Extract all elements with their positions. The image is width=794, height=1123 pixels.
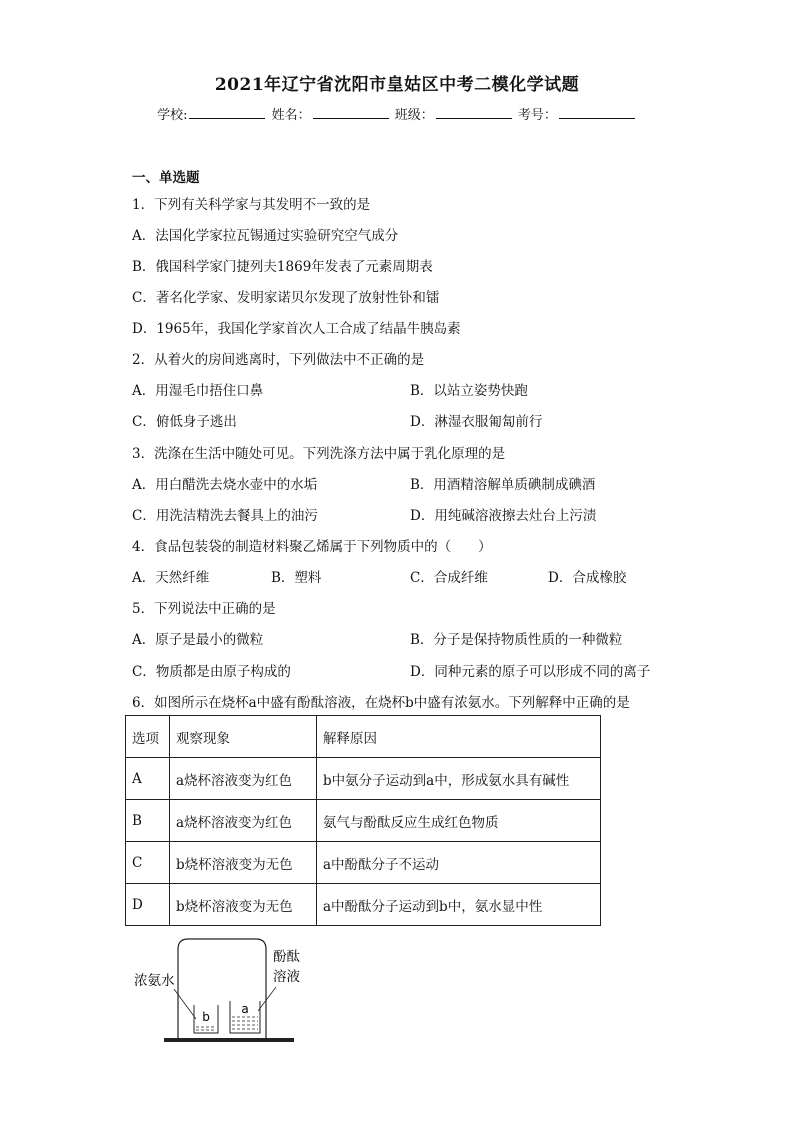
ammonia-label: 浓氨水: [134, 973, 175, 989]
table-cell: 氨气与酚酞反应生成红色物质: [317, 800, 601, 842]
q5-option-b: B．分子是保持物质性质的一种微粒: [410, 632, 623, 648]
school-label: 学校:: [157, 108, 188, 123]
table-row: [126, 884, 601, 926]
table-cell: a烧杯溶液变为红色: [170, 800, 317, 842]
student-info-line: [0, 104, 794, 123]
q4-option-a: A．天然纤维: [132, 570, 210, 586]
q3-option-a: A．用白醋洗去烧水壶中的水垢: [132, 477, 318, 493]
q2-option-c: C．俯低身子逃出: [132, 414, 237, 430]
table-header-cell: 选项: [126, 716, 170, 758]
q6-table: [125, 715, 601, 926]
class-label: 班级：: [394, 108, 434, 123]
table-cell: A: [126, 758, 170, 800]
table-cell: a中酚酞分子运动到b中，氨水显中性: [317, 884, 601, 926]
q1-option-b: B．俄国科学家门捷列夫1869年发表了元素周期表: [132, 259, 433, 275]
beaker-b-label: b: [202, 1010, 210, 1024]
name-blank[interactable]: [313, 106, 389, 119]
bell-jar: [178, 939, 266, 1039]
table-cell: b烧杯溶液变为无色: [170, 884, 317, 926]
q6-stem: 6．如图所示在烧杯a中盛有酚酞溶液，在烧杯b中盛有浓氨水。下列解释中正确的是: [132, 695, 630, 711]
q1-stem: 1．下列有关科学家与其发明不一致的是: [132, 197, 371, 213]
table-header-cell: 观察现象: [170, 716, 317, 758]
q5-option-a: A．原子是最小的微粒: [132, 632, 264, 648]
base-plate: [164, 1038, 294, 1042]
q2-option-b: B．以站立姿势快跑: [410, 383, 528, 399]
q2-option-a: A．用湿毛巾捂住口鼻: [132, 383, 264, 399]
q1-option-d: D．1965年，我国化学家首次人工合成了结晶牛胰岛素: [132, 321, 461, 337]
q3-option-d: D．用纯碱溶液擦去灶台上污渍: [410, 508, 597, 524]
table-cell: b中氨分子运动到a中，形成氨水具有碱性: [317, 758, 601, 800]
q5-stem: 5．下列说法中正确的是: [132, 601, 276, 617]
q2-stem: 2．从着火的房间逃离时，下列做法中不正确的是: [132, 352, 425, 368]
q4-option-b: B．塑料: [271, 570, 322, 586]
q5-option-c: C．物质都是由原子构成的: [132, 664, 291, 680]
phenol-label-1: 酚酞: [273, 949, 300, 965]
school-blank[interactable]: [189, 106, 265, 119]
q3-option-c: C．用洗洁精洗去餐具上的油污: [132, 508, 318, 524]
table-header-cell: 解释原因: [317, 716, 601, 758]
q4-option-c: C．合成纤维: [410, 570, 488, 586]
table-row: [126, 800, 601, 842]
table-cell: D: [126, 884, 170, 926]
section-heading: 一、单选题: [132, 170, 200, 186]
table-cell: C: [126, 842, 170, 884]
exam-no-blank[interactable]: [559, 106, 635, 119]
table-row: [126, 842, 601, 884]
q4-stem: 4．食品包装袋的制造材料聚乙烯属于下列物质中的（ ）: [132, 539, 492, 555]
phenol-leader-line: [258, 987, 276, 1011]
beaker-a-label: a: [241, 1002, 249, 1016]
q1-option-a: A．法国化学家拉瓦锡通过实验研究空气成分: [132, 228, 399, 244]
class-blank[interactable]: [436, 106, 512, 119]
table-row: [126, 758, 601, 800]
q5-option-d: D．同种元素的原子可以形成不同的离子: [410, 664, 651, 680]
table-cell: B: [126, 800, 170, 842]
table-cell: a中酚酞分子不运动: [317, 842, 601, 884]
q3-stem: 3．洗涤在生活中随处可见。下列洗涤方法中属于乳化原理的是: [132, 446, 506, 462]
table-cell: b烧杯溶液变为无色: [170, 842, 317, 884]
beaker-diagram: [130, 935, 320, 1047]
table-cell: a烧杯溶液变为红色: [170, 758, 317, 800]
q2-option-d: D．淋湿衣服匍匐前行: [410, 414, 543, 430]
exam-no-label: 考号：: [517, 108, 557, 123]
page-title: 2021年辽宁省沈阳市皇姑区中考二模化学试题: [214, 75, 580, 95]
table-header-row: [126, 716, 601, 758]
phenol-label-2: 溶液: [273, 969, 300, 985]
ammonia-leader-line: [174, 989, 196, 1019]
q1-option-c: C．著名化学家、发明家诺贝尔发现了放射性钋和镭: [132, 290, 440, 306]
q3-option-b: B．用酒精溶解单质碘制成碘酒: [410, 477, 596, 493]
name-label: 姓名：: [271, 108, 311, 123]
q4-option-d: D．合成橡胶: [548, 570, 627, 586]
